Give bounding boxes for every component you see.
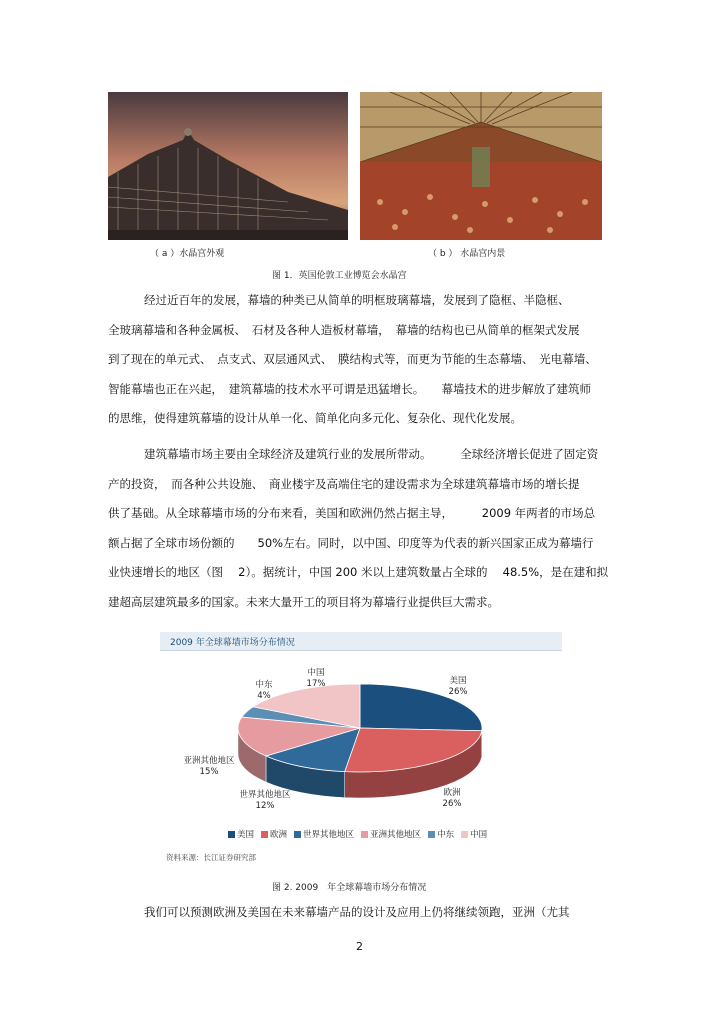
legend-swatch [428,831,435,838]
chart-title: 2009 年全球幕墙市场分布情况 [170,638,295,648]
label-rest-of-asia [176,756,242,778]
legend-label: 亚洲其他地区 [370,830,422,840]
label-china [296,668,336,690]
figure1-caption-a: （ a ）水晶宫外观 [150,249,225,259]
legend-item [361,828,421,840]
label-usa-name: 美国 [449,676,467,686]
legend-item [428,828,454,840]
paragraph-1-line: 全玻璃幕墙和各种金属板、 石材及各种人造板材幕墙， 幕墙的结构也已从简单的框架式发展 [108,322,580,337]
paragraph-3-line: 我们可以预测欧洲及美国在未来幕墙产品的设计及应用上仍将继续领跑，亚洲（尤其 [144,905,570,919]
legend-item [261,828,287,840]
paragraph-2-line: 建筑幕墙市场主要由全球经济及建筑行业的发展所带动。 全球经济增长促进了固定资 [144,447,599,461]
paragraph-2-line: 建超高层建筑最多的国家。未来大量开工的项目将为幕墙行业提供巨大需求。 [108,594,499,609]
label-middle-east [244,680,284,702]
page-number: 2 [356,940,363,953]
paragraph-1-line: 智能幕墙也正在兴起， 建筑幕墙的技术水平可谓是迅猛增长。 幕墙技术的进步解放了建筑师 [108,381,591,396]
paragraph-2-line: 额占据了全球市场份额的 50%左右。同时，以中国、印度等为代表的新兴国家正成为幕墙行 [108,535,594,550]
legend-item [294,828,354,840]
legend-label: 美国 [237,830,255,840]
label-usa [438,676,478,698]
paragraph-1-line: 到了现在的单元式、 点支式、双层通风式、 膜结构式等，而更为节能的生态幕墙、 光电幕墙、 [108,352,597,366]
figure2-caption: 图 2. 2009 年全球幕墙市场分布情况 [272,883,427,893]
legend-label: 中国 [470,830,488,840]
label-rest-of-asia-name: 亚洲其他地区 [183,756,235,766]
label-rest-of-world-name: 世界其他地区 [239,790,291,800]
label-usa-value: 26% [448,687,468,697]
figure1-title: 图 1．英国伦敦工业博览会水晶宫 [272,271,407,281]
label-europe-name: 欧洲 [443,788,461,798]
paragraph-1 [108,286,628,434]
label-europe-value: 26% [442,799,462,809]
paragraph-1-line: 经过近百年的发展，幕墙的种类已从简单的明框玻璃幕墙，发展到了隐框、半隐框、 [144,293,570,307]
legend-swatch [228,831,235,838]
paragraph-2-line: 业快速增长的地区（图 2）。据统计，中国 200 米以上建筑数量占全球的 48.5%，是在建和拟 [108,565,609,579]
label-china-name: 中国 [307,668,325,678]
chart-legend [228,828,487,840]
legend-swatch [261,831,268,838]
legend-label: 欧洲 [270,830,288,840]
legend-item [228,828,254,840]
figure1-caption-b: （ b ） 水晶宫内景 [428,249,506,259]
label-middle-east-value: 4% [257,691,271,701]
paragraph-2 [108,440,628,617]
paragraph-1-line: 的思维，使得建筑幕墙的设计从单一化、简单化向多元化、复杂化、现代化发展。 [108,411,522,425]
paragraph-2-line: 供了基础。从全球幕墙市场的分布来看，美国和欧洲仍然占据主导， 2009 年两者的市场总 [108,506,596,520]
legend-label: 中东 [437,830,455,840]
label-rest-of-world [232,790,298,812]
legend-swatch [361,831,368,838]
label-rest-of-world-value: 12% [255,801,275,811]
label-europe [432,788,472,810]
label-middle-east-name: 中东 [255,680,273,690]
paragraph-3 [108,898,628,928]
label-rest-of-asia-value: 15% [199,767,219,777]
legend-item [461,828,487,840]
paragraph-2-line: 产的投资， 而各种公共设施、 商业楼宇及高端住宅的建设需求为全球建筑幕墙市场的增长提 [108,476,580,491]
crystal-palace-interior-photo [360,92,602,240]
chart-source: 资料来源：长江证券研究部 [166,853,256,862]
legend-swatch [461,831,468,838]
label-china-value: 17% [306,679,326,689]
legend-swatch [294,831,301,838]
legend-label: 世界其他地区 [303,830,355,840]
crystal-palace-exterior-photo [108,92,348,240]
market-share-pie-chart [160,632,562,868]
